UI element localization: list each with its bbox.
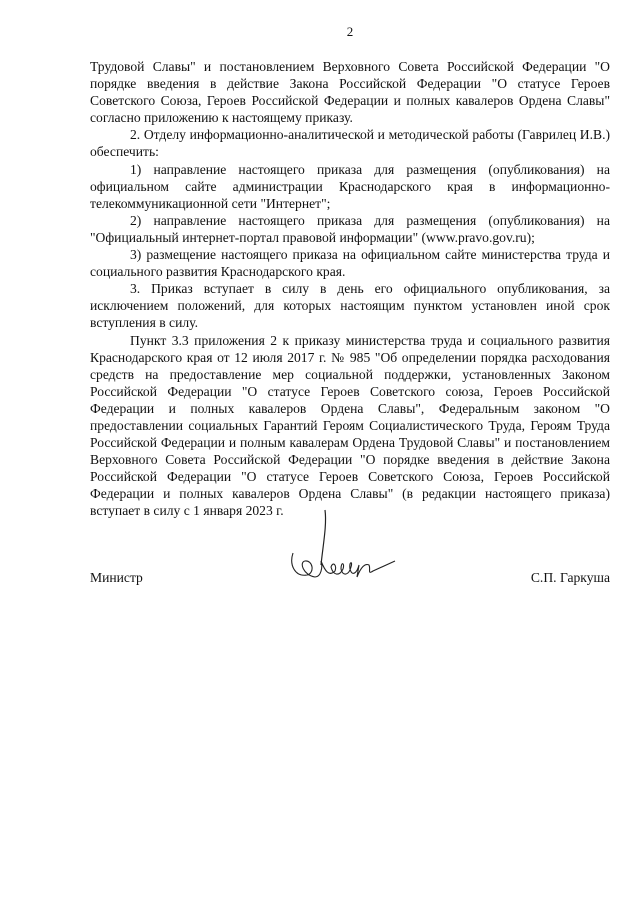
paragraph: Трудовой Славы" и постановлением Верховного Совета Российской Федерации "О порядке введения в действие Закона Российской Федерации "О статусе Героев Советского Союза, Героев Российской Федерации и полных кавалеров Ордена Славы" согласно приложению к настоящему приказу. (90, 59, 610, 126)
paragraph: 2) направление настоящего приказа для размещения (опубликования) на "Официальный интернет-портал правовой информации" (www.pravo.gov.ru); (90, 212, 610, 245)
paragraph: 2. Отделу информационно-аналитической и методической работы (Гаврилец И.В.) обеспечить: (90, 127, 610, 160)
signatory-name: С.П. Гаркуша (530, 569, 610, 585)
handwritten-signature-icon (285, 505, 405, 595)
paragraph: Пункт 3.3 приложения 2 к приказу министерства труда и социального развития Краснодарского края от 12 июля 2017 г. № 985 "Об определении порядка расходования средств на предоставление мер социальной поддержки, установленных Законом Российской Федерации "О статусе Героев Советского союза, Героев Российской Федерации и полных кавалеров Ордена Славы", Федеральным законом "О предоставлении социальных Гарантий Героям Социалистического Труда, Героям Труда Российской Федерации и полным кавалерам Ордена Трудовой Славы" и постановлением Верховного Совета Российской Федерации "О порядке введения в действие Закона Российской Федерации "О статусе Героев Советского Союза, Героев Российской Федерации и полных кавалеров Ордена Славы" (в редакции настоящего приказа) вступает в силу с 1 января 2023 г. (90, 332, 610, 519)
signature-block (90, 560, 610, 600)
paragraph: 3. Приказ вступает в силу в день его официального опубликования, за исключением положений, для которых настоящим пунктом установлен иной срок вступления в силу. (90, 281, 610, 331)
document-body (90, 58, 610, 520)
signatory-title: Министр (90, 569, 143, 585)
paragraph: 3) размещение настоящего приказа на официальном сайте министерства труда и социального развития Краснодарского края. (90, 247, 610, 280)
paragraph: 1) направление настоящего приказа для размещения (опубликования) на официальном сайте администрации Краснодарского края в информационно-телекоммуникационной сети "Интернет"; (90, 161, 610, 211)
page-number: 2 (346, 24, 354, 39)
